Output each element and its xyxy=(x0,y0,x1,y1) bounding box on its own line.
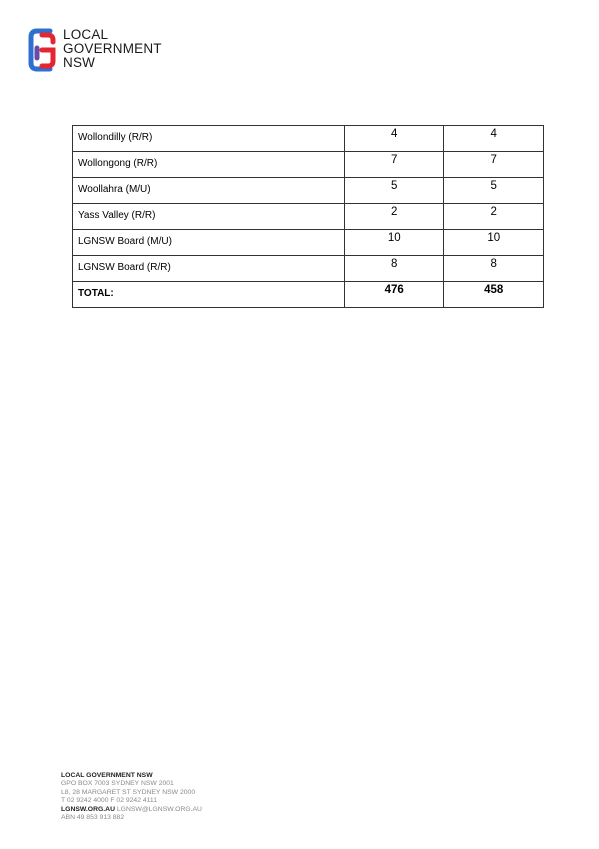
value-cell-a: 5 xyxy=(344,178,444,204)
council-name-cell: Yass Valley (R/R) xyxy=(73,204,345,230)
total-row xyxy=(73,282,544,308)
logo-wordmark xyxy=(63,28,162,70)
total-value-b: 458 xyxy=(444,282,544,308)
value-cell-b: 2 xyxy=(444,204,544,230)
footer-street-address: L8, 28 MARGARET ST SYDNEY NSW 2000 xyxy=(61,788,196,796)
footer-abn: ABN 49 853 913 882 xyxy=(61,814,125,822)
value-cell-a: 7 xyxy=(344,152,444,178)
council-name-cell: Wollondilly (R/R) xyxy=(73,126,345,152)
value-cell-a: 10 xyxy=(344,230,444,256)
value-cell-a: 8 xyxy=(344,256,444,282)
value-cell-a: 4 xyxy=(344,126,444,152)
lgnsw-logo xyxy=(28,28,162,72)
value-cell-b: 5 xyxy=(444,178,544,204)
table-row xyxy=(73,152,544,178)
table-row xyxy=(73,204,544,230)
footer-web-email xyxy=(61,806,202,814)
value-cell-b: 10 xyxy=(444,230,544,256)
footer-website-link[interactable]: LGNSW.ORG.AU xyxy=(61,805,115,813)
footer-phone: T 02 9242 4000 F 02 9242 4111 xyxy=(61,797,157,805)
delegates-table xyxy=(72,125,544,308)
value-cell-b: 8 xyxy=(444,256,544,282)
value-cell-a: 2 xyxy=(344,204,444,230)
council-name-cell: LGNSW Board (R/R) xyxy=(73,256,345,282)
footer-contact xyxy=(61,772,202,822)
council-name-cell: LGNSW Board (M/U) xyxy=(73,230,345,256)
footer-org-name: LOCAL GOVERNMENT NSW xyxy=(61,772,153,779)
footer-postal-address: GPO BOX 7003 SYDNEY NSW 2001 xyxy=(61,780,174,788)
logo-line-3: NSW xyxy=(63,55,96,70)
table-row xyxy=(73,178,544,204)
table-row xyxy=(73,230,544,256)
table-row xyxy=(73,256,544,282)
lgnsw-g-logo-icon xyxy=(28,28,56,72)
logo-line-2: GOVERNMENT xyxy=(63,41,162,56)
value-cell-b: 7 xyxy=(444,152,544,178)
table-row xyxy=(73,126,544,152)
total-label: TOTAL: xyxy=(73,282,345,308)
logo-line-1: LOCAL xyxy=(63,27,109,42)
footer-email-link[interactable]: LGNSW@LGNSW.ORG.AU xyxy=(116,805,202,813)
council-name-cell: Woollahra (M/U) xyxy=(73,178,345,204)
value-cell-b: 4 xyxy=(444,126,544,152)
council-name-cell: Wollongong (R/R) xyxy=(73,152,345,178)
total-value-a: 476 xyxy=(344,282,444,308)
